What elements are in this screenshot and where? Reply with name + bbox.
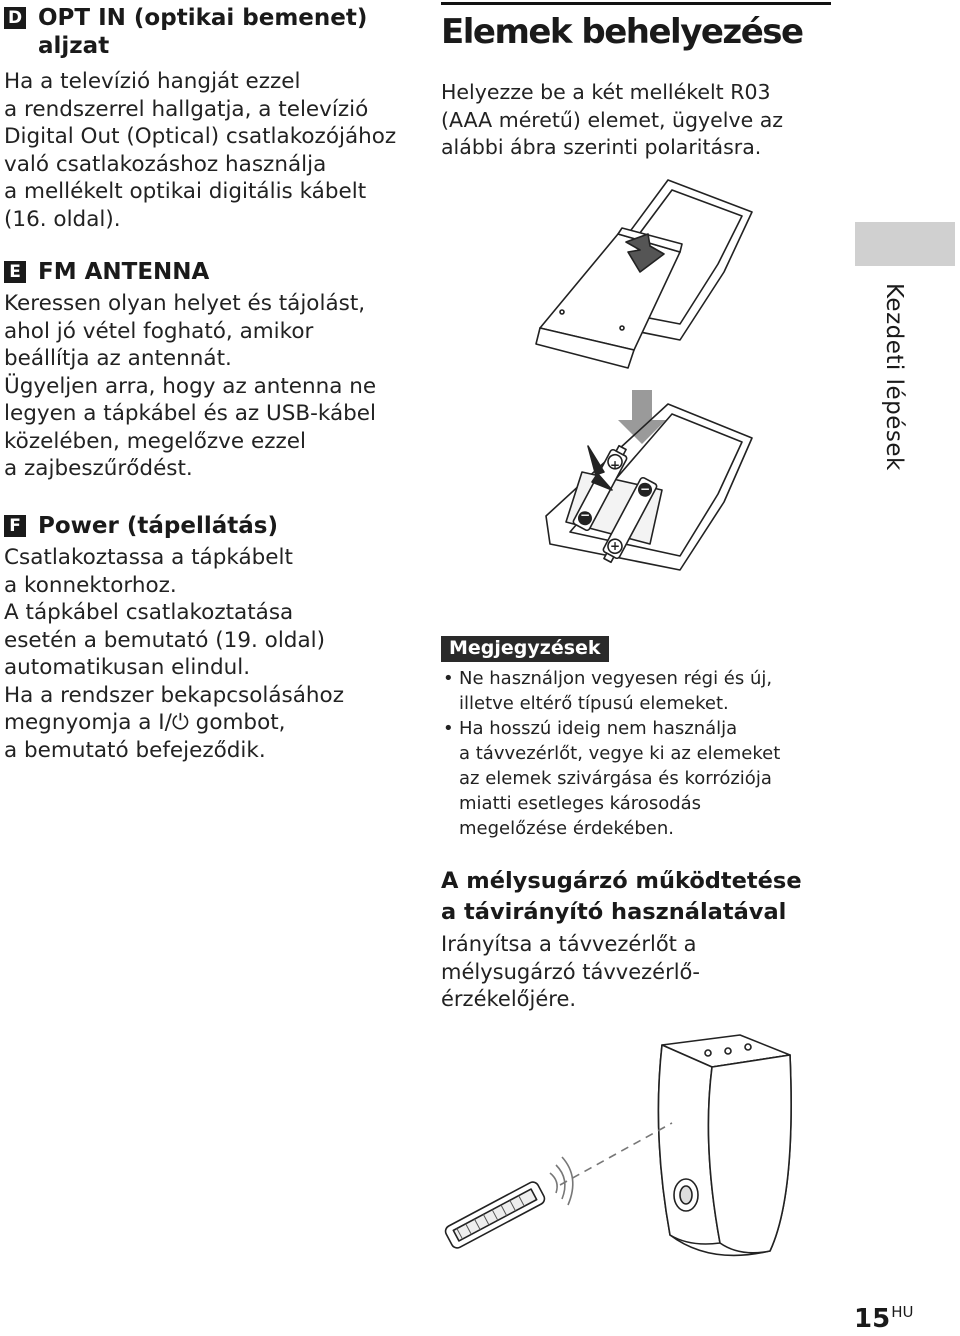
item-d-body: Ha a televízió hangját ezzel a rendszerrel hallgatja, a televízió Digital Out (Optical) csatlakozójához való csatlakozáshoz használja a mellékelt optikai digitális kábelt (16. oldal).: [4, 69, 397, 232]
item-f-body: Csatlakoztassa a tápkábelt a konnektorhoz. A tápkábel csatlakoztatása esetén a bemutató (19. oldal) automatikusan elindul. Ha a rendszer bekapcsolásához megnyomja a I/⏻ gombot, a bemutató befejeződik.: [4, 545, 344, 763]
side-tab-block: [855, 222, 955, 266]
battery-right-plus: +: [609, 539, 621, 553]
remote-control-icon: [443, 1180, 546, 1250]
notes-label: Megjegyzések: [441, 636, 609, 662]
page-number: [854, 1303, 913, 1334]
section-rule: [441, 2, 831, 5]
battery-right-minus: −: [639, 482, 651, 496]
ir-signal-line: [560, 1123, 672, 1185]
down-arrow-icon: [618, 390, 666, 444]
item-d-letter: D: [4, 7, 26, 29]
notes-list: [443, 666, 823, 841]
battery-illustration: [530, 172, 760, 592]
page-number-value: 15: [854, 1304, 891, 1334]
item-d-heading: [4, 4, 404, 60]
item-e: [4, 258, 404, 483]
item-e-body: Keressen olyan helyet és tájolást, ahol jó vétel fogható, amikor beállítja az antennát. Ügyeljen arra, hogy az antenna ne legyen a tápkábel és az USB-kábel közelében, megelőzve ezzel a zajbeszűrődést.: [4, 291, 377, 481]
item-e-letter: E: [4, 261, 26, 283]
ir-wave-icon: [550, 1173, 557, 1193]
subwoofer-illustration: [440, 1025, 840, 1275]
speaker-side: [708, 1055, 791, 1253]
page-language-code: HU: [891, 1303, 914, 1321]
item-f-title: Power (tápellátás): [38, 513, 278, 539]
item-e-title: FM ANTENNA: [38, 259, 210, 285]
item-d: [4, 4, 404, 233]
side-tab-label: Kezdeti lépések: [881, 283, 907, 471]
item-e-heading: [4, 258, 404, 286]
subwoofer-body: Irányítsa a távvezérlőt a mélysugárzó távvezérlő- érzékelőjére.: [441, 932, 700, 1011]
note-item-1: • Ne használjon vegyesen régi és új, illetve eltérő típusú elemeket.: [443, 666, 823, 716]
section-title: Elemek behelyezése: [441, 12, 803, 52]
battery-left-plus: +: [609, 458, 621, 472]
item-d-title: OPT IN (optikai bemenet) aljzat: [38, 5, 368, 59]
section-body: Helyezze be a két mellékelt R03 (AAA méretű) elemet, ügyelve az alábbi ábra szerinti polaritásra.: [441, 80, 784, 159]
item-f-letter: F: [4, 515, 26, 537]
item-f-heading: [4, 512, 404, 540]
battery-left-minus: −: [579, 508, 591, 522]
subwoofer-title: A mélysugárzó működtetése a távirányító használatával: [441, 868, 802, 925]
item-f: [4, 512, 404, 764]
note-item-2: • Ha hosszú ideig nem használja a távvezérlőt, vegye ki az elemeket az elemek szivárgása és korróziója miatti esetleges károsodás megelőzése érdekében.: [443, 716, 823, 841]
